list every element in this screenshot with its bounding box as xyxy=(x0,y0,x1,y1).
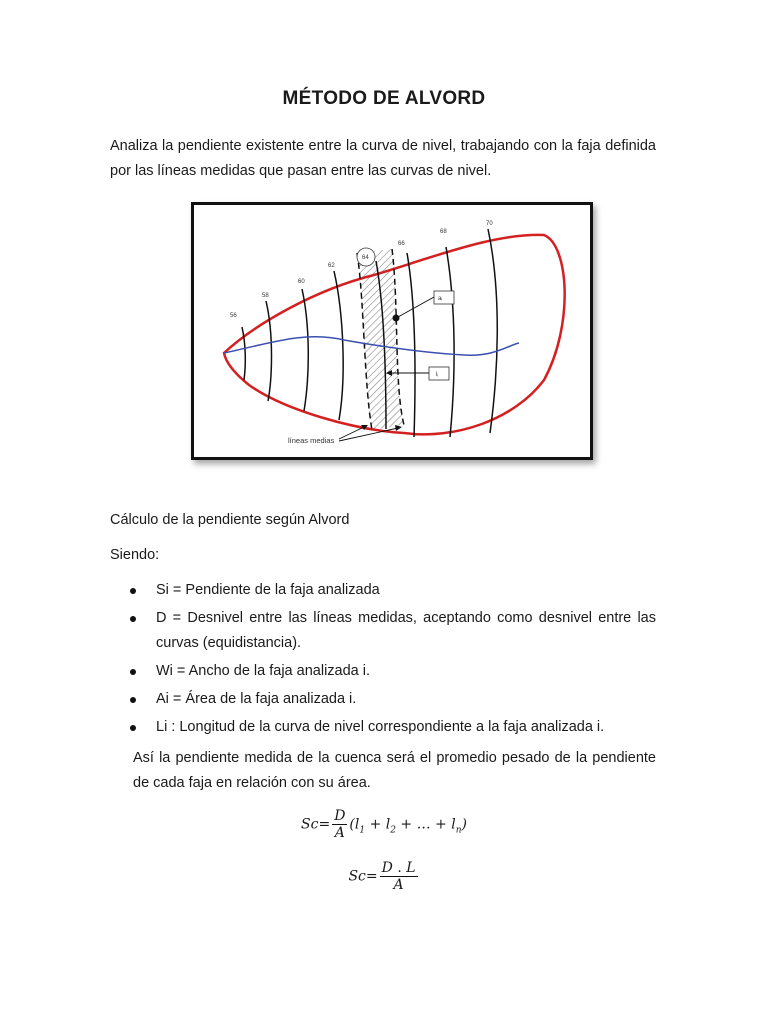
contour-label-70: 70 xyxy=(486,221,493,227)
list-item: Si = Pendiente de la faja analizada xyxy=(110,578,656,603)
calc-heading: Cálculo de la pendiente según Alvord xyxy=(110,512,350,528)
contour-label-64: 64 xyxy=(362,255,369,261)
contour-66 xyxy=(407,253,415,437)
watershed-figure xyxy=(191,202,593,460)
intro-paragraph: Analiza la pendiente existente entre la curva de nivel, trabajando con la faja definida por las líneas medidas que pasan entre las curvas de nivel. xyxy=(110,138,656,179)
contour-label-62: 62 xyxy=(328,263,335,269)
list-item: Wi = Ancho de la faja analizada i. xyxy=(110,659,656,684)
contour-68 xyxy=(446,247,454,437)
contour-label-60: 60 xyxy=(298,279,305,285)
bullet-icon xyxy=(130,725,136,731)
fraction-d-over-a: $\frac{D}{A}$ xyxy=(334,808,346,841)
label-li: lᵢ xyxy=(436,372,439,378)
list-item: Li : Longitud de la curva de nivel correspondiente a la faja analizada i. xyxy=(110,715,656,740)
contour-label-68: 68 xyxy=(440,229,447,235)
fraction-dl-over-a: $\frac{D . L}{A}$ xyxy=(381,860,416,893)
label-ai-box xyxy=(434,291,454,304)
contour-70 xyxy=(488,229,497,433)
contour-label-56: 56 xyxy=(230,313,237,319)
contour-label-66: 66 xyxy=(398,241,405,247)
label-ai: aᵢ xyxy=(438,296,443,302)
bullet-icon xyxy=(130,697,136,703)
contour-62 xyxy=(334,271,343,420)
label-lineas-medias: líneas medias xyxy=(288,436,335,445)
list-item: Ai = Área de la faja analizada i. xyxy=(110,687,656,712)
bullet-icon xyxy=(130,588,136,594)
watershed-diagram xyxy=(194,205,590,457)
contour-label-58: 58 xyxy=(262,293,269,299)
ai-point xyxy=(393,315,400,322)
list-item: D = Desnivel entre las líneas medidas, aceptando como desnivel entre las curvas (equidistancia). xyxy=(110,606,656,656)
conclusion-paragraph: Así la pendiente medida de la cuenca será el promedio pesado de la pendiente de cada faja en relación con su área. xyxy=(133,750,656,791)
contour-58 xyxy=(266,301,272,401)
bullet-icon xyxy=(130,616,136,622)
siendo-label: Siendo: xyxy=(110,547,160,563)
page-title: MÉTODO DE ALVORD xyxy=(282,88,486,109)
formula-sc-dl: Sc= $\frac{D . L}{A}$ xyxy=(348,860,416,893)
label-li-box xyxy=(429,367,449,380)
definitions-list xyxy=(110,578,656,743)
formula-sc-sum: Sc= $\frac{D}{A}$ ($l_1 + l_2$ + … + $l_n$) xyxy=(301,808,467,841)
bullet-icon xyxy=(130,669,136,675)
contour-60 xyxy=(302,289,308,411)
